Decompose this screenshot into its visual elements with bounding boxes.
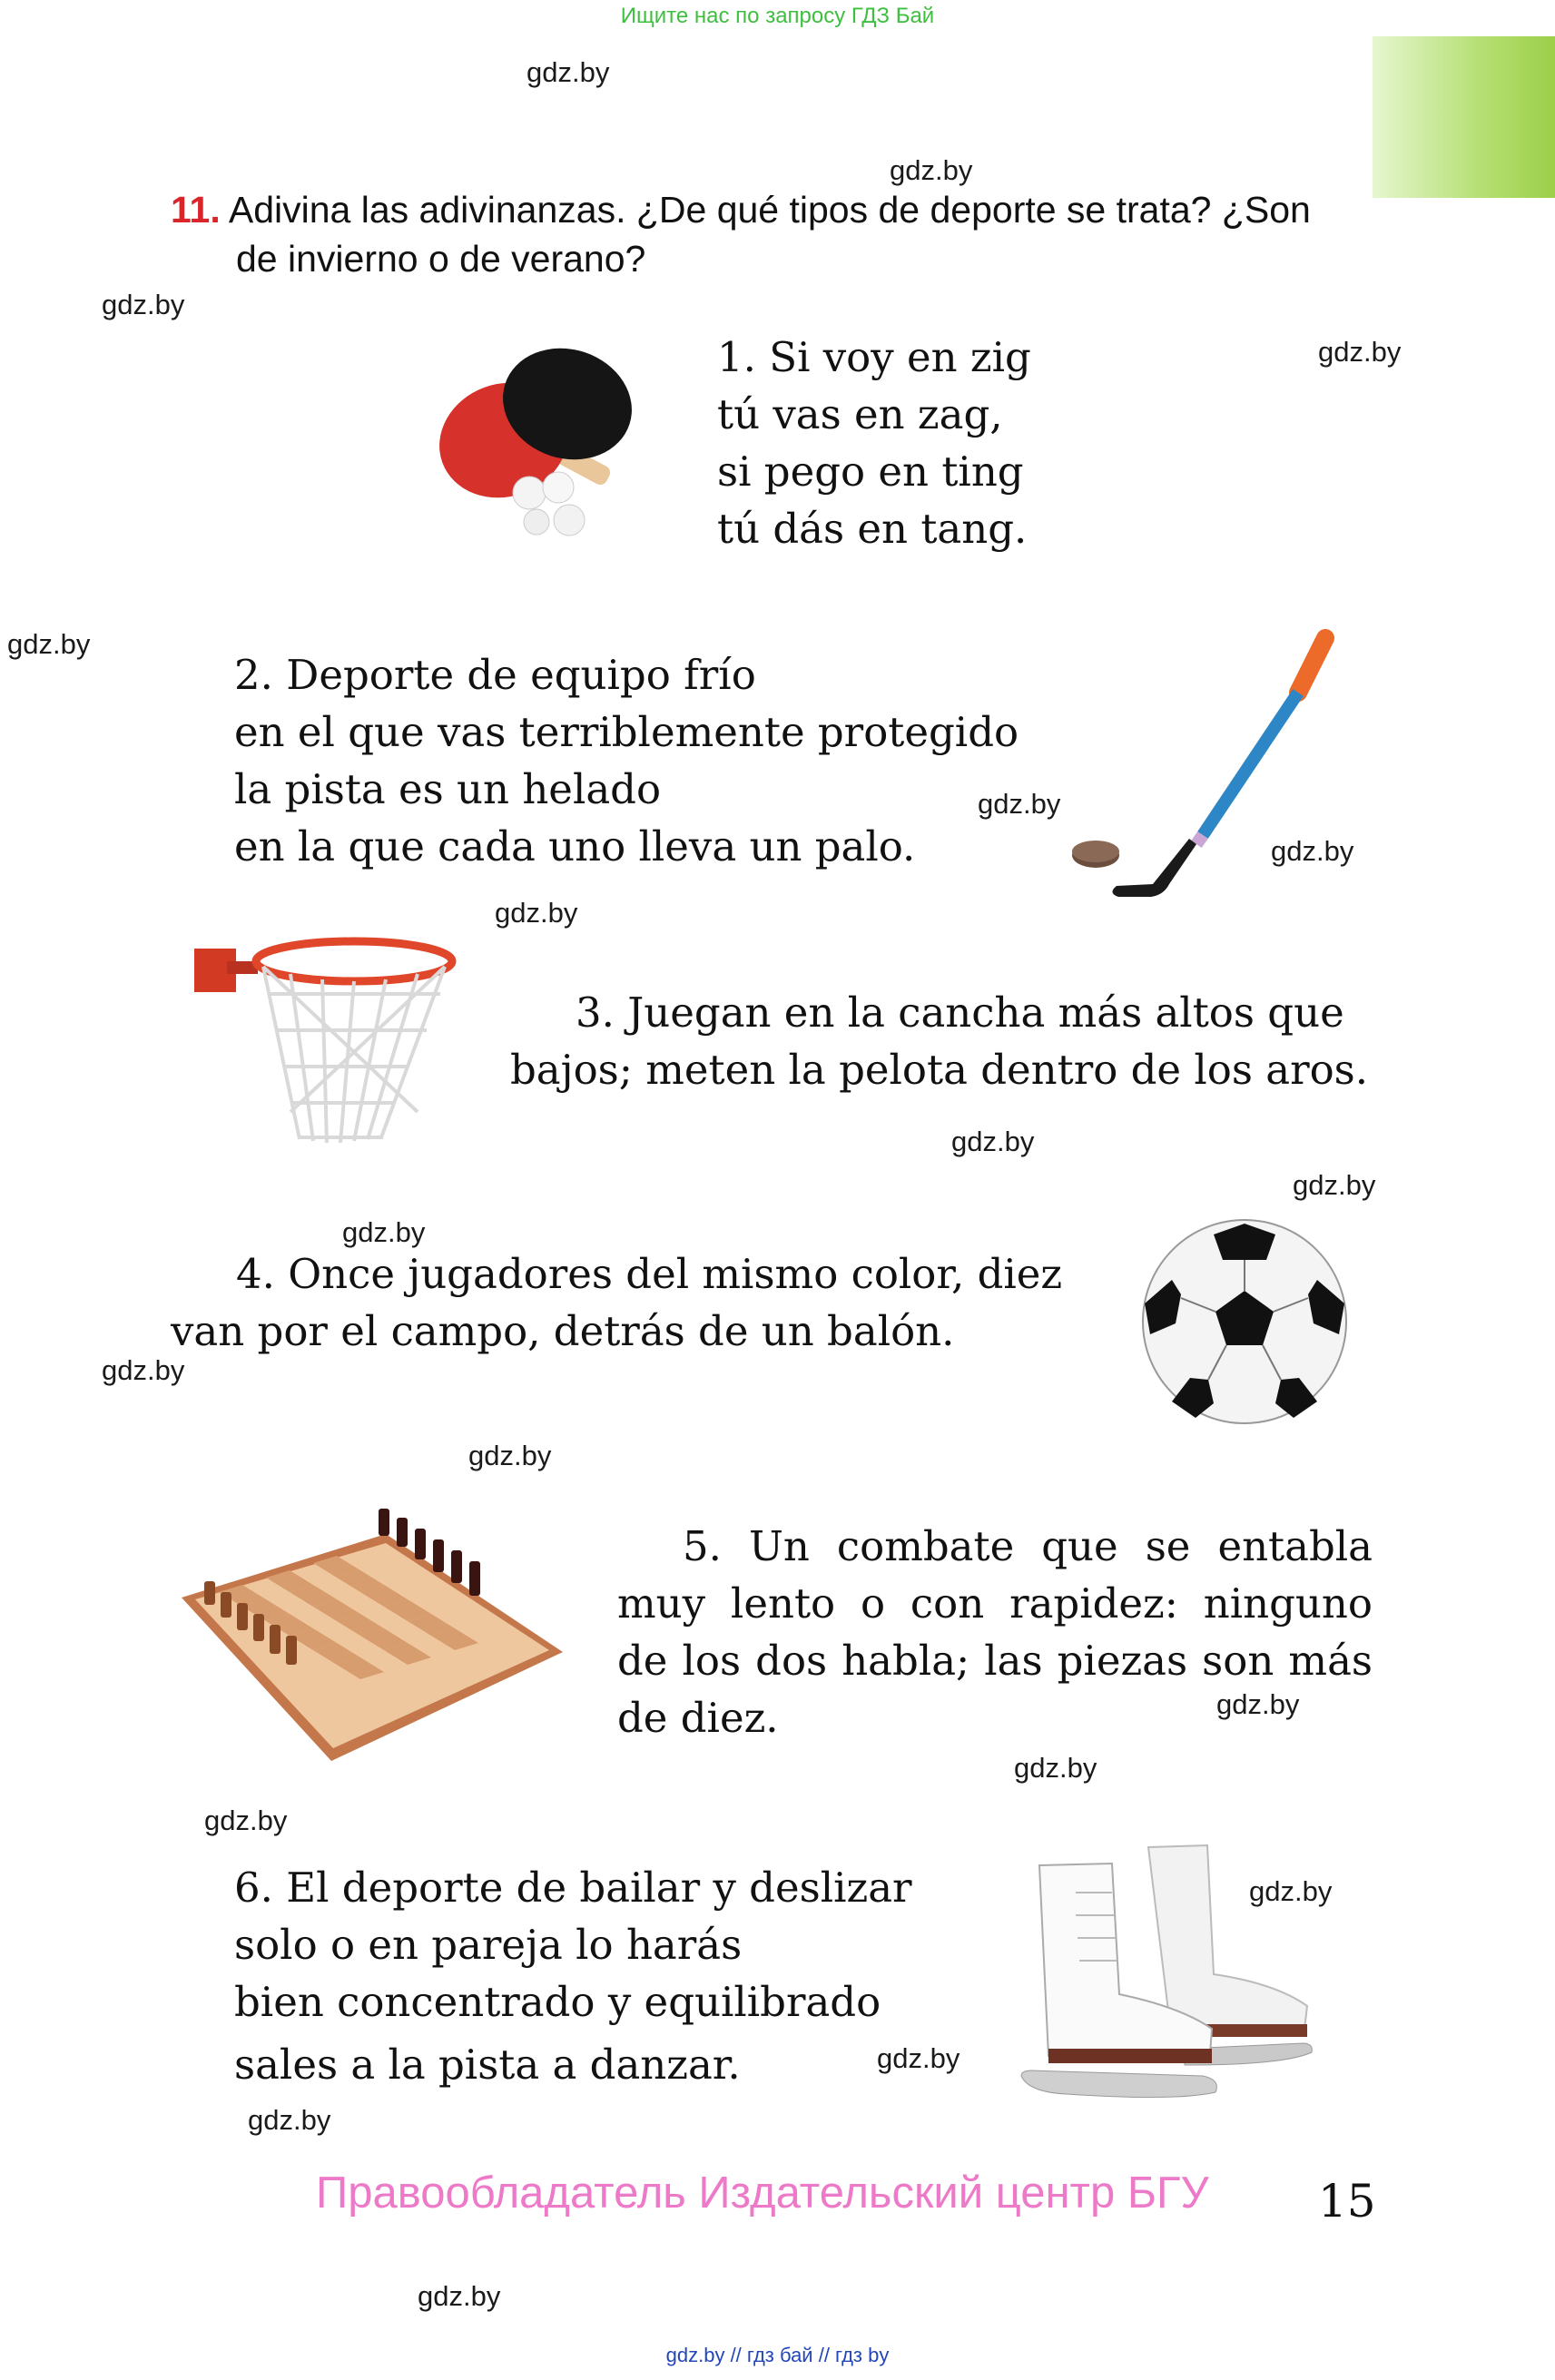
chessboard-icon: [177, 1498, 567, 1770]
watermark: gdz.by: [527, 56, 610, 88]
watermark: gdz.by: [342, 1216, 426, 1248]
riddle-line: van por el campo, detrás de un balón.: [171, 1307, 955, 1355]
corner-decoration: [1373, 36, 1555, 198]
soccer-ball-icon: [1139, 1216, 1350, 1427]
riddle-line: bien concentrado y equilibrado: [234, 1978, 881, 2026]
watermark: gdz.by: [7, 628, 91, 660]
riddle-6: [234, 1859, 912, 2093]
top-banner: Ищите нас по запросу ГДЗ Бай: [620, 4, 935, 28]
riddle-5: [617, 1518, 1373, 1746]
riddle-line: 3. Juegan en la cancha más altos que: [576, 988, 1344, 1037]
watermark: gdz.by: [248, 2104, 331, 2136]
basketball-hoop-icon: [191, 930, 463, 1157]
riddle-line: tú vas en zag,: [717, 390, 1003, 438]
riddle-line: 5. Un combate que se entabla: [683, 1522, 1373, 1570]
riddle-line: de los dos habla; las piezas son más: [617, 1637, 1373, 1685]
watermark: gdz.by: [978, 788, 1061, 820]
task-number: 11.: [171, 189, 221, 231]
riddle-line: solo o en pareja lo harás: [234, 1921, 743, 1969]
riddle-line: sales a la pista a danzar.: [234, 2041, 741, 2089]
watermark: gdz.by: [204, 1805, 288, 1836]
riddle-line: de diez.: [617, 1694, 779, 1742]
watermark: gdz.by: [1014, 1752, 1097, 1784]
copyright-notice: Правообладатель Издательский центр БГУ: [316, 2169, 1209, 2218]
riddle-line: en el que vas terriblemente protegido: [234, 708, 1019, 756]
riddle-line: tú dás en tang.: [717, 505, 1028, 553]
riddle-1: [717, 329, 1031, 557]
riddle-2: [234, 646, 1019, 875]
riddle-line: en la que cada uno lleva un palo.: [234, 822, 916, 870]
riddle-line: 2. Deporte de equipo frío: [234, 651, 756, 699]
riddle-line: muy lento o con rapidez: ninguno: [617, 1579, 1373, 1628]
task-text-line2: de invierno o de verano?: [236, 238, 646, 280]
riddle-line: 4. Once jugadores del mismo color, diez: [236, 1250, 1063, 1298]
watermark: gdz.by: [890, 154, 973, 186]
riddle-line: bajos; meten la pelota dentro de los aros.: [510, 1046, 1369, 1094]
watermark: gdz.by: [1271, 835, 1354, 867]
riddle-4: [171, 1245, 1062, 1360]
watermark: gdz.by: [102, 289, 185, 320]
hockey-stick-icon: [1062, 625, 1353, 915]
watermark: gdz.by: [1293, 1169, 1376, 1201]
ping-pong-paddles-icon: [422, 340, 658, 549]
watermark: gdz.by: [102, 1354, 185, 1386]
watermark: gdz.by: [1318, 336, 1402, 368]
riddle-line: 6. El deporte de bailar y deslizar: [234, 1864, 912, 1912]
riddle-line: si pego en ting: [717, 447, 1024, 496]
riddle-line: la pista es un helado: [234, 765, 662, 813]
watermark: gdz.by: [951, 1126, 1035, 1157]
riddle-3: [510, 984, 1368, 1098]
watermark: gdz.by: [418, 2280, 501, 2312]
figure-skates-icon: [1012, 1838, 1321, 2110]
riddle-line: 1. Si voy en zig: [717, 333, 1031, 381]
page-number: 15: [1318, 2175, 1376, 2228]
bottom-links[interactable]: gdz.by // гдз бай // гдз by: [665, 2344, 890, 2366]
watermark: gdz.by: [1216, 1688, 1300, 1720]
task-text-line1: Adivina las adivinanzas. ¿De qué tipos de deporte se trata? ¿Son: [228, 189, 1311, 231]
watermark: gdz.by: [468, 1440, 552, 1471]
watermark: gdz.by: [495, 897, 578, 929]
watermark: gdz.by: [877, 2042, 960, 2074]
watermark: gdz.by: [1249, 1875, 1333, 1907]
task-heading: [171, 185, 1378, 283]
